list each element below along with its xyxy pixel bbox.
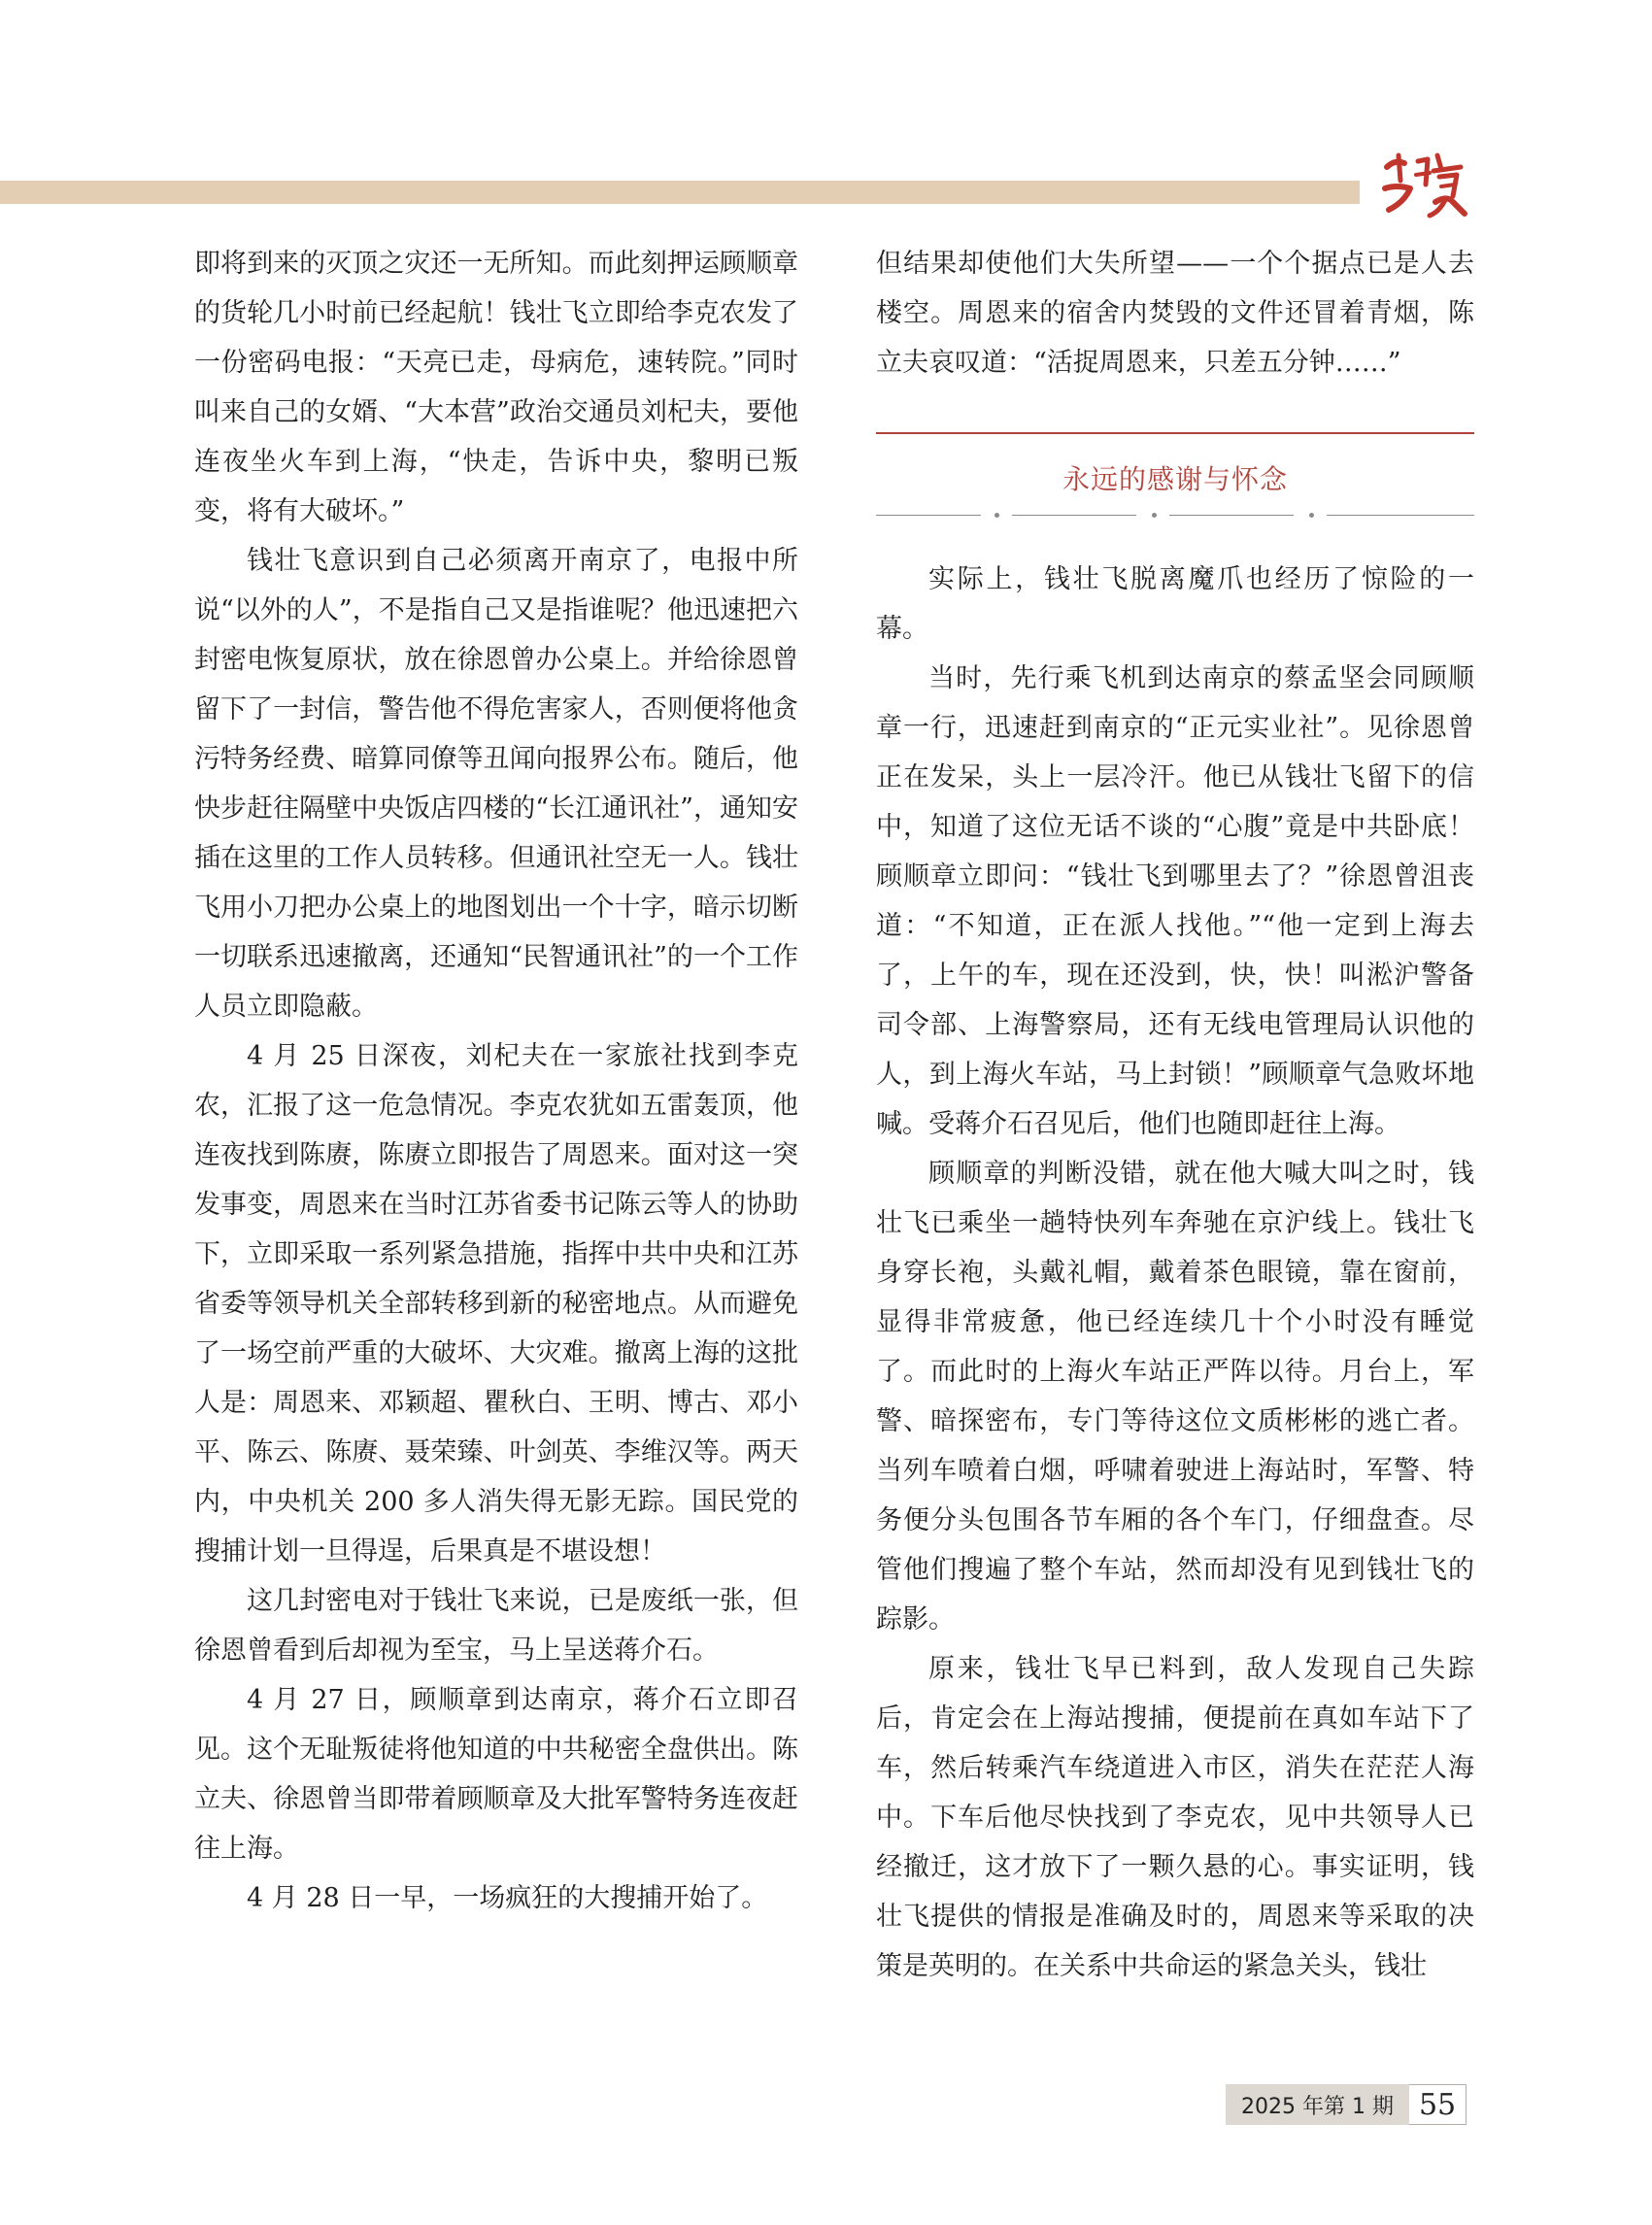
paragraph: 4 月 25 日深夜，刘杞夫在一家旅社找到李克农，汇报了这一危急情况。李克农犹如五雷轰顶，他连夜找到陈赓，陈赓立即报告了周恩来。面对这一突发事变，周恩来在当时江苏省委书记陈云等人的协助下，立即采取一系列紧急措施，指挥中共中央和江苏省委等领导机关全部转移到新的秘密地点。从而避免了一场空前严重的大破坏、大灾难。撤离上海的这批人是：周恩来、邓颖超、瞿秋白、王明、博古、邓小平、陈云、陈赓、聂荣臻、叶剑英、李维汉等。两天内，中央机关 200 多人消失得无影无踪。国民党的搜捕计划一旦得逞，后果真是不堪设想！ [194,1041,798,1567]
paragraph: 但结果却使他们大失所望——一个个据点已是人去楼空。周恩来的宿舍内焚毁的文件还冒着青烟，陈立夫哀叹道：“活捉周恩来，只差五分钟……” [876,249,1474,378]
paragraph: 即将到来的灭顶之灾还一无所知。而此刻押运顾顺章的货轮几小时前已经起航！钱壮飞立即给李克农发了一份密码电报：“天亮已走，母病危，速转院。”同时叫来自己的女婿、“大本营”政治交通员刘杞夫，要他连夜坐火车到上海，“快走，告诉中央，黎明已叛变，将有大破坏。” [194,249,798,526]
right-column [876,239,1474,1991]
section-title: 永远的感谢与怀念 [1062,463,1288,495]
issue-label: 2025 年第 1 期 [1226,2084,1409,2125]
header-band [0,181,1360,204]
page-number: 55 [1409,2084,1467,2125]
paragraph: 钱壮飞意识到自己必须离开南京了，电报中所说“以外的人”，不是指自己又是指谁呢？他迅速把六封密电恢复原状，放在徐恩曾办公桌上。并给徐恩曾留下了一封信，警告他不得危害家人，否则便将他贪污特务经费、暗算同僚等丑闻向报界公布。随后，他快步赶往隔壁中央饭店四楼的“长江通讯社”，通知安插在这里的工作人员转移。但通讯社空无一人。钱壮飞用小刀把办公桌上的地图划出一个十字，暗示切断一切联系迅速撤离，还通知“民智通讯社”的一个工作人员立即隐蔽。 [194,546,798,1022]
section-dash-rule [876,510,1474,522]
page-footer [1226,2084,1467,2125]
calligraphy-logo-icon [1381,146,1468,223]
paragraph: 4 月 28 日一早，一场疯狂的大搜捕开始了。 [247,1883,768,1913]
section-heading [876,432,1474,522]
paragraph: 当时，先行乘飞机到达南京的蔡孟坚会同顾顺章一行，迅速赶到南京的“正元实业社”。见徐恩曾正在发呆，头上一层冷汗。他已从钱壮飞留下的信中，知道了这位无话不谈的“心腹”竟是中共卧底！顾顺章立即问：“钱壮飞到哪里去了？”徐恩曾沮丧道：“不知道，正在派人找他。”“他一定到上海去了，上午的车，现在还没到，快，快！叫淞沪警备司令部、上海警察局，还有无线电管理局认识他的人，到上海火车站，马上封锁！”顾顺章气急败坏地喊。受蒋介石召见后，他们也随即赶往上海。 [876,663,1474,1139]
left-column [194,239,798,1923]
section-rule [876,432,1474,434]
paragraph: 顾顺章的判断没错，就在他大喊大叫之时，钱壮飞已乘坐一趟特快列车奔驰在京沪线上。钱壮飞身穿长袍，头戴礼帽，戴着茶色眼镜，靠在窗前，显得非常疲惫，他已经连续几十个小时没有睡觉了。而此时的上海火车站正严阵以待。月台上，军警、暗探密布，专门等待这位文质彬彬的逃亡者。当列车喷着白烟，呼啸着驶进上海站时，军警、特务便分头包围各节车厢的各个车门，仔细盘查。尽管他们搜遍了整个车站，然而却没有见到钱壮飞的踪影。 [876,1159,1474,1635]
paragraph: 原来，钱壮飞早已料到，敌人发现自己失踪后，肯定会在上海站搜捕，便提前在真如车站下了车，然后转乘汽车绕道进入市区，消失在茫茫人海中。下车后他尽快找到了李克农，见中共领导人已经撤迁，这才放下了一颗久悬的心。事实证明，钱壮飞提供的情报是准确及时的，周恩来等采取的决策是英明的。在关系中共命运的紧急关头，钱壮 [876,1654,1474,1981]
paragraph: 这几封密电对于钱壮飞来说，已是废纸一张，但徐恩曾看到后却视为至宝，马上呈送蒋介石。 [194,1586,798,1666]
paragraph: 4 月 27 日，顾顺章到达南京，蒋介石立即召见。这个无耻叛徒将他知道的中共秘密全盘供出。陈立夫、徐恩曾当即带着顾顺章及大批军警特务连夜赶往上海。 [194,1685,798,1864]
paragraph: 实际上，钱壮飞脱离魔爪也经历了惊险的一幕。 [876,564,1474,644]
